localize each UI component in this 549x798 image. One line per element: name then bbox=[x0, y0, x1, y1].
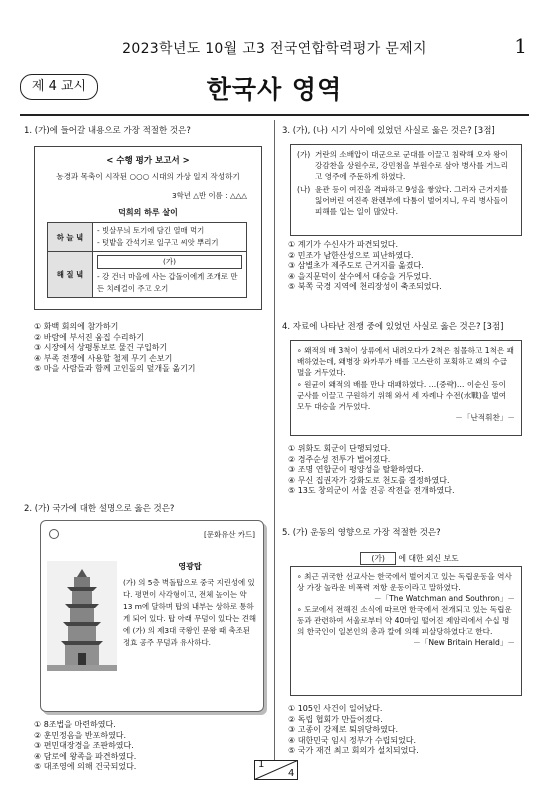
page-total: 4 bbox=[288, 768, 295, 779]
q1-report-box bbox=[34, 146, 262, 310]
q3-item-b bbox=[297, 184, 515, 217]
q4-source: －「난적휘찬」－ bbox=[455, 413, 515, 422]
text-a: 거란의 소배압이 대군으로 군대를 이끌고 침략해 오자 왕이 강감찬을 상원수로, 강민첨을 부원수로 삼아 병사를 거느리고 영주에 주둔하게 하였다. bbox=[315, 150, 508, 181]
q3-prompt: 3. (가), (나) 시기 사이에 있었던 사실로 옳은 것은? [3점] bbox=[282, 126, 495, 136]
option[interactable]: ④ 대한민국 임시 정부가 수립되었다. bbox=[288, 735, 417, 745]
q5-box bbox=[290, 566, 522, 696]
card-text: (가) 의 5층 벽돌탑으로 중국 지린성에 있다. 평면이 사각형이고, 전체 높이는 약 13 m에 달하며 탑의 내부는 상하로 통하게 되어 있다. 탑 아래 무덤이 있다는 견해에 (가) 의 제3대 국왕인 문왕 때 축조된 정효 공주 무덤과 유사하다. bbox=[123, 578, 257, 647]
row2-blank: (가) bbox=[97, 255, 242, 269]
option[interactable]: ⑤ 북쪽 국경 지역에 천리장성이 축조되었다. bbox=[288, 282, 442, 291]
label-a: (가) bbox=[297, 150, 311, 159]
q4-para-1: ∘ 왜적의 배 3척이 상류에서 내려오다가 2척은 침몰하고 1척은 패배하였는데, 왜병장 와카루가 배를 고스란히 포획하고 왜의 수급 멸을 거두었다. bbox=[297, 346, 515, 377]
q4-prompt: 4. 자료에 나타난 전쟁 중에 있었던 사실로 옳은 것은? [3점] bbox=[282, 322, 504, 332]
row2-content bbox=[93, 252, 247, 298]
option[interactable]: ④ 무신 집권자가 강화도로 천도를 결정하였다. bbox=[288, 475, 450, 485]
q5-source-2: －「New Britain Herald」－ bbox=[413, 638, 515, 647]
card-title: 영광탑 bbox=[178, 562, 202, 571]
card-label: [문화유산 카드] bbox=[204, 530, 255, 539]
option[interactable]: ① 105인 사건이 일어났다. bbox=[288, 704, 383, 713]
page-number: 1 bbox=[514, 34, 527, 58]
q4-para-2: ∘ 원균이 왜적의 배를 만나 대패하였다. …(중략)… 이순신 등이 군사를 이끌고 구원하기 위해 와서 세 자례나 수전(水戰)을 벌여 모두 대승을 거두었다. bbox=[297, 380, 507, 411]
option[interactable]: ⑤ 마을 사람들과 함께 고인돌의 덮개돌 옮기기 bbox=[34, 364, 196, 373]
option[interactable]: ① 화백 회의에 참가하기 bbox=[34, 322, 119, 331]
option[interactable]: ② 독립 협회가 만들어졌다. bbox=[288, 714, 383, 724]
session-badge: 제 4 교시 bbox=[20, 74, 98, 100]
label-b: (나) bbox=[297, 185, 311, 194]
option[interactable]: ④ 을지문덕이 살수에서 대승을 거두었다. bbox=[288, 271, 432, 281]
card-hole bbox=[49, 529, 59, 539]
q2-prompt: 2. (가) 국가에 대한 설명으로 옳은 것은? bbox=[24, 504, 175, 514]
subject-title: 한국사 영역 bbox=[206, 75, 343, 104]
pagoda-image bbox=[47, 561, 117, 671]
q5-para-1: ∘ 최근 귀국한 선교사는 한국에서 벌어지고 있는 독립운동을 역사상 가장 놀라운 비폭력 저항 운동이라고 말하였다. bbox=[297, 572, 512, 592]
q5-heading-rest: 에 대한 외신 보도 bbox=[398, 554, 459, 563]
q5-options bbox=[288, 704, 419, 757]
option[interactable]: ③ 시장에서 상평통보로 물건 구입하기 bbox=[34, 343, 168, 352]
q2-card bbox=[40, 520, 264, 712]
q3-item-a bbox=[297, 149, 515, 182]
option[interactable]: ③ 조명 연합군이 평양성을 탈환하였다. bbox=[288, 465, 424, 474]
q5-para-2: ∘ 도쿄에서 전해진 소식에 따르면 한국에서 전개되고 있는 독립운동과 관련하여 서울로부터 약 40마일 떨어진 제암리에서 수십 명의 한국인이 일본인의 총과 칼에 의해 피살당하였다고 한다. bbox=[297, 605, 512, 636]
exam-title: 2023학년도 10월 고3 전국연합학력평가 문제지 bbox=[122, 41, 427, 57]
option[interactable]: ① 8조법을 마련하였다. bbox=[34, 720, 116, 729]
row2-line: - 강 건너 마을에 사는 갑돌이에게 조개로 만든 치레걸이 주고 오기 bbox=[97, 272, 238, 293]
option[interactable]: ② 경주순성 전투가 벌어졌다. bbox=[288, 454, 391, 464]
row1-line: - 텃밭을 간석기로 일구고 씨앗 뿌리기 bbox=[97, 238, 219, 247]
row1-line: - 빗살무늬 토기에 담긴 열매 먹기 bbox=[97, 226, 205, 235]
option[interactable]: ① 계기가 수신사가 파견되었다. bbox=[288, 240, 399, 249]
row1-content bbox=[93, 223, 247, 252]
table-title: 덕희의 하루 살이 bbox=[118, 208, 178, 217]
q4-box bbox=[290, 340, 522, 436]
option[interactable]: ⑤ 13도 창의군이 서울 진공 작전을 전개하였다. bbox=[288, 486, 455, 495]
option[interactable]: ② 훈민정음을 반포하였다. bbox=[34, 730, 127, 740]
row2-label: 해 질 녘 bbox=[48, 252, 93, 298]
option[interactable]: ④ 담로에 왕족을 파견하였다. bbox=[34, 751, 137, 761]
q5-heading bbox=[0, 552, 549, 565]
page-current: 1 bbox=[258, 759, 265, 770]
option[interactable]: ① 위화도 회군이 단행되었다. bbox=[288, 444, 391, 453]
row1-label: 하 늘 녘 bbox=[48, 223, 93, 252]
column-divider bbox=[274, 120, 275, 760]
q1-prompt: 1. (가)에 들어갈 내용으로 가장 적절한 것은? bbox=[24, 126, 191, 136]
option[interactable]: ④ 부족 전쟁에 사용할 철제 무기 손보기 bbox=[34, 353, 173, 363]
option[interactable]: ③ 삼별초가 제주도로 근거지를 옮겼다. bbox=[288, 261, 424, 270]
top-rule bbox=[20, 114, 529, 116]
option[interactable]: ② 바람에 부서진 움집 수리하기 bbox=[34, 332, 145, 342]
q5-heading-blank: (가) bbox=[360, 552, 396, 565]
option[interactable]: ③ 편민대장경을 조판하였다. bbox=[34, 741, 134, 750]
q5-source-1: －「The Watchman and Southron」－ bbox=[373, 594, 515, 603]
q2-options bbox=[34, 720, 136, 773]
option[interactable]: ③ 고종이 강제로 퇴위당하였다. bbox=[288, 725, 399, 734]
report-subtitle: 농경과 목축이 시작된 ○○○ 시대의 가상 일지 작성하기 bbox=[56, 172, 240, 181]
q3-options bbox=[288, 240, 442, 293]
q1-options bbox=[34, 322, 196, 375]
report-title: < 수행 평가 보고서 > bbox=[106, 156, 190, 166]
text-b: 윤관 등이 여진을 격파하고 9성을 쌓았다. 그러자 근거지를 잃어버린 여진족 완렌부에 다툼이 벌어지니, 우리 병사들이 피해를 입는 일이 많았다. bbox=[315, 185, 508, 216]
q4-options bbox=[288, 444, 455, 497]
option[interactable]: ② 민조가 남한산성으로 피난하였다. bbox=[288, 250, 414, 260]
option[interactable]: ⑤ 국가 재건 최고 회의가 설치되었다. bbox=[288, 746, 419, 755]
q5-prompt: 5. (가) 운동의 영향으로 가장 적절한 것은? bbox=[282, 528, 441, 538]
option[interactable]: ⑤ 대조영에 의해 건국되었다. bbox=[34, 762, 137, 771]
report-meta: 3학년 △반 이름 : △△△ bbox=[171, 191, 247, 200]
q3-box bbox=[290, 144, 522, 236]
q1-table bbox=[47, 222, 247, 298]
